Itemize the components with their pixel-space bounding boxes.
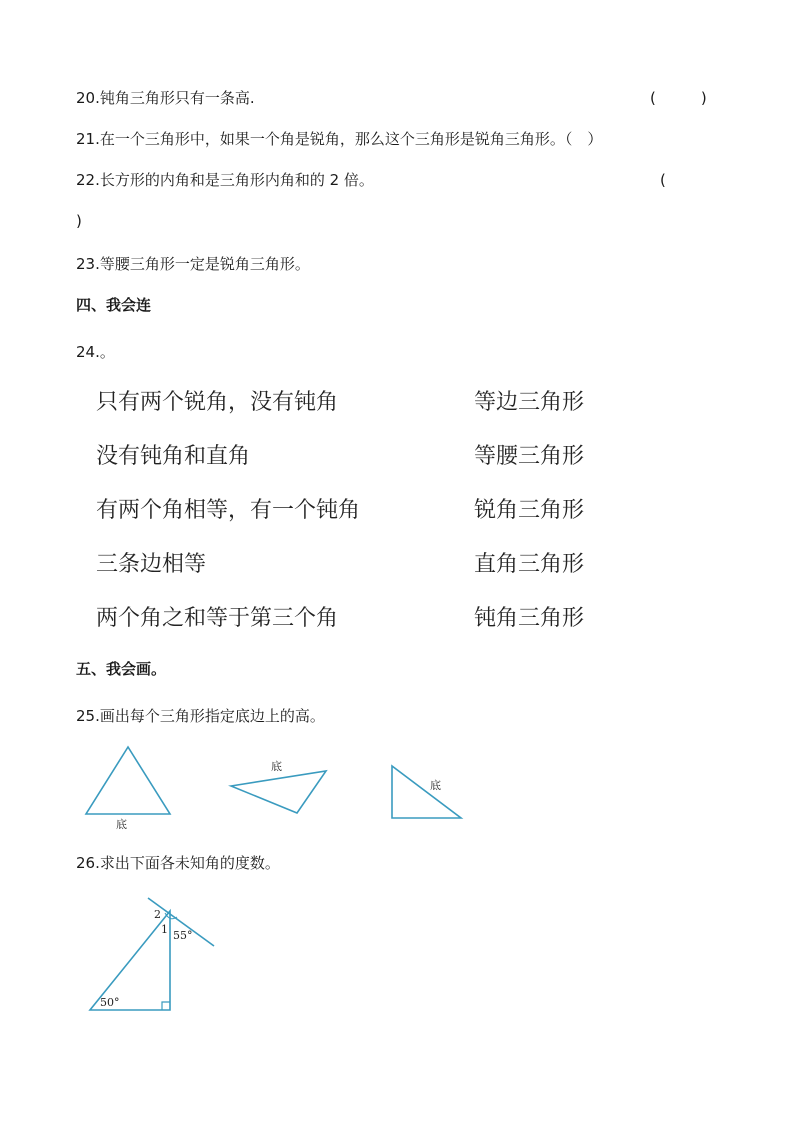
section-5-heading: 五、我会画。 xyxy=(76,660,167,678)
question-22: 22.长方形的内角和是三角形内角和的 2 倍。 xyxy=(76,171,374,189)
triangle-2[interactable] xyxy=(231,771,326,813)
match-left-5[interactable]: 两个角之和等于第三个角 xyxy=(96,606,339,631)
triangle-3[interactable] xyxy=(392,766,461,818)
base-label-1: 底 xyxy=(116,818,127,831)
angle-label-55: 55° xyxy=(173,929,193,942)
answer-blank-22-open[interactable]: ( xyxy=(660,171,666,189)
match-right-3[interactable]: 锐角三角形 xyxy=(474,498,585,523)
question-20: 20.钝角三角形只有一条高. xyxy=(76,89,255,107)
match-right-1[interactable]: 等边三角形 xyxy=(474,390,585,415)
match-left-1[interactable]: 只有两个锐角，没有钝角 xyxy=(96,390,339,415)
angle-label-50: 50° xyxy=(100,996,120,1009)
base-label-3: 底 xyxy=(430,779,441,792)
match-right-2[interactable]: 等腰三角形 xyxy=(474,444,585,469)
match-left-4[interactable]: 三条边相等 xyxy=(96,552,207,577)
angle-label-1: 1 xyxy=(161,923,168,936)
match-left-3[interactable]: 有两个角相等，有一个钝角 xyxy=(96,498,361,523)
base-label-2: 底 xyxy=(271,760,282,773)
triangle-1[interactable] xyxy=(86,747,170,814)
right-angle-mark xyxy=(162,1002,170,1010)
question-21: 21.在一个三角形中，如果一个角是锐角，那么这个三角形是锐角三角形。（ ） xyxy=(76,130,603,148)
angle-label-2: 2 xyxy=(154,908,161,921)
section-4-heading: 四、我会连 xyxy=(76,296,152,314)
match-right-5[interactable]: 钝角三角形 xyxy=(474,606,585,631)
answer-blank-20[interactable]: ( ) xyxy=(650,89,707,107)
question-26: 26.求出下面各未知角的度数。 xyxy=(76,854,280,872)
match-right-4[interactable]: 直角三角形 xyxy=(474,552,585,577)
question-23: 23.等腰三角形一定是锐角三角形。 xyxy=(76,255,310,273)
match-left-2[interactable]: 没有钝角和直角 xyxy=(96,444,251,469)
question-24: 24.。 xyxy=(76,343,115,361)
answer-blank-22-close[interactable]: ) xyxy=(76,212,82,230)
question-25: 25.画出每个三角形指定底边上的高。 xyxy=(76,707,325,725)
